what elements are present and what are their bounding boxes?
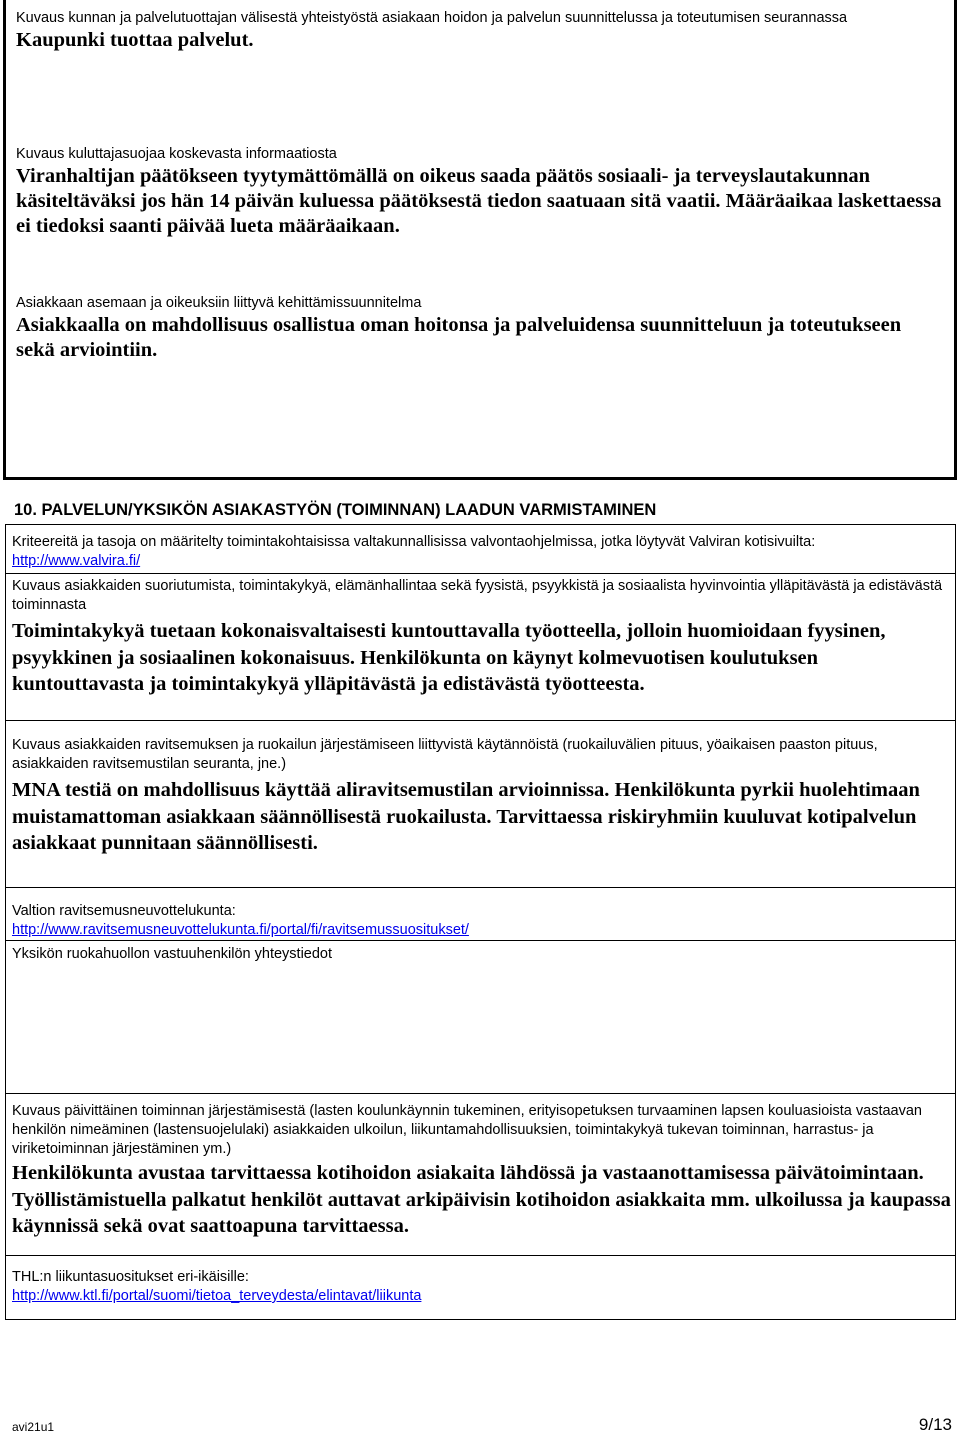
cooperation-text: Kaupunki tuottaa palvelut. xyxy=(16,29,254,51)
food-contact-block xyxy=(12,945,952,964)
section-heading: 10. PALVELUN/YKSIKÖN ASIAKASTYÖN (TOIMINNAN) LAADUN VARMISTAMINEN xyxy=(14,501,657,519)
thl-label: THL:n liikuntasuositukset eri-ikäisille: xyxy=(12,1269,249,1285)
valvira-link[interactable]: http://www.valvira.fi/ xyxy=(12,553,141,569)
top-box xyxy=(3,0,957,480)
daily-text: Henkilökunta avustaa tarvittaessa kotihoidon asiakaita lähdössä ja vastaanottamisessa päivätoimintaan. Työllistämistuella palkatut henkilöt auttavat arkipäivisin kotihoidon asiakkaita mm. ulkoilussa ja kaupassa käynnissä sekä ovat saattoapuna tarvittaessa. xyxy=(12,1162,951,1237)
page-number: 9/13 xyxy=(918,1415,952,1434)
consumer-info-label: Kuvaus kuluttajasuojaa koskevasta informaatiosta xyxy=(16,146,337,162)
food-contact-label: Yksikön ruokahuollon vastuuhenkilön yhteystiedot xyxy=(12,946,333,962)
divider xyxy=(5,887,955,888)
function-text: Toimintakykyä tuetaan kokonaisvaltaisesti kuntouttavalla työotteella, jolloin huomioidaan fyysinen, psyykkinen ja sosiaalinen kokonaisuus. Henkilökunta on käynyt kolmevuotisen koulutuksen kuntouttavasta ja toimintakykyä ylläpitävästä ja edistävästä työotteesta. xyxy=(12,620,886,695)
function-label: Kuvaus asiakkaiden suoriutumista, toimintakykyä, elämänhallintaa sekä fyysistä, psyykkistä ja sosiaalista hyvinvointia ylläpitävästä ja edistävästä toiminnasta xyxy=(12,578,943,613)
document-code: avi21u1 xyxy=(12,1420,55,1434)
nutrition-council-block xyxy=(12,902,952,940)
nutrition-council-link[interactable]: http://www.ravitsemusneuvottelukunta.fi/portal/fi/ravitsemussuositukset/ xyxy=(12,922,469,938)
nutrition-block xyxy=(12,736,952,857)
client-rights-text: Asiakkaalla on mahdollisuus osallistua oman hoitonsa ja palveluidensa suunnitteluun ja toteutukseen sekä arviointiin. xyxy=(16,314,902,361)
divider xyxy=(5,720,955,721)
criteria-block xyxy=(12,533,952,571)
consumer-info-text: Viranhaltijan päätökseen tyytymättömällä on oikeus saada päätös sosiaali- ja terveyslautakunnan käsiteltäväksi jos hän 14 päivän kuluessa päätöksestä tiedon saatuaan sitä vaatii. Määräaikaa laskettaessa ei tiedoksi saanti päivää lueta määräaikaan. xyxy=(16,165,942,237)
criteria-text: Kriteereitä ja tasoja on määritelty toimintakohtaisissa valtakunnallisissa valvontaohjelmissa, jotka löytyvät Valviran kotisivuilta: xyxy=(12,534,816,550)
nutrition-label: Kuvaus asiakkaiden ravitsemuksen ja ruokailun järjestämiseen liittyvistä käytännöistä (ruokailuvälien pituus, yöaikaisen paaston pituus, asiakkaiden ravitsemustilan seuranta, jne.) xyxy=(12,737,878,772)
daily-block xyxy=(12,1102,952,1240)
daily-label: Kuvaus päivittäinen toiminnan järjestämisestä (lasten koulunkäynnin tukeminen, erityisopetuksen turvaaminen lapsen kouluasioista vastaavan henkilön nimeäminen (lastensuojelulaki) asiakkaiden ulkoilun, liikuntamahdollisuuksien, toimintakykyä tukevan toiminnan, harrastus- ja viriketoiminnan järjestäminen ym.) xyxy=(12,1103,922,1157)
nutrition-council-label: Valtion ravitsemusneuvottelukunta: xyxy=(12,903,236,919)
function-block xyxy=(12,577,952,698)
nutrition-text: MNA testiä on mahdollisuus käyttää aliravitsemustilan arvioinnissa. Henkilökunta pyrkii huolehtimaan muistamattoman asiakkaan säännöllisestä ruokailusta. Tarvittaessa riskiryhmiin kuuluvat kotipalvelun asiakkaat punnitaan säännöllisesti. xyxy=(12,779,920,854)
divider xyxy=(5,1093,955,1094)
divider xyxy=(5,940,955,941)
divider xyxy=(5,1255,955,1256)
divider xyxy=(5,573,955,574)
thl-link[interactable]: http://www.ktl.fi/portal/suomi/tietoa_terveydesta/elintavat/liikunta xyxy=(12,1288,422,1304)
client-rights-label: Asiakkaan asemaan ja oikeuksiin liittyvä kehittämissuunnitelma xyxy=(16,295,422,311)
cooperation-label: Kuvaus kunnan ja palvelutuottajan välisestä yhteistyöstä asiakaan hoidon ja palvelun suunnittelussa ja toteutumisen seurannassa xyxy=(16,10,848,26)
thl-block xyxy=(12,1268,952,1306)
